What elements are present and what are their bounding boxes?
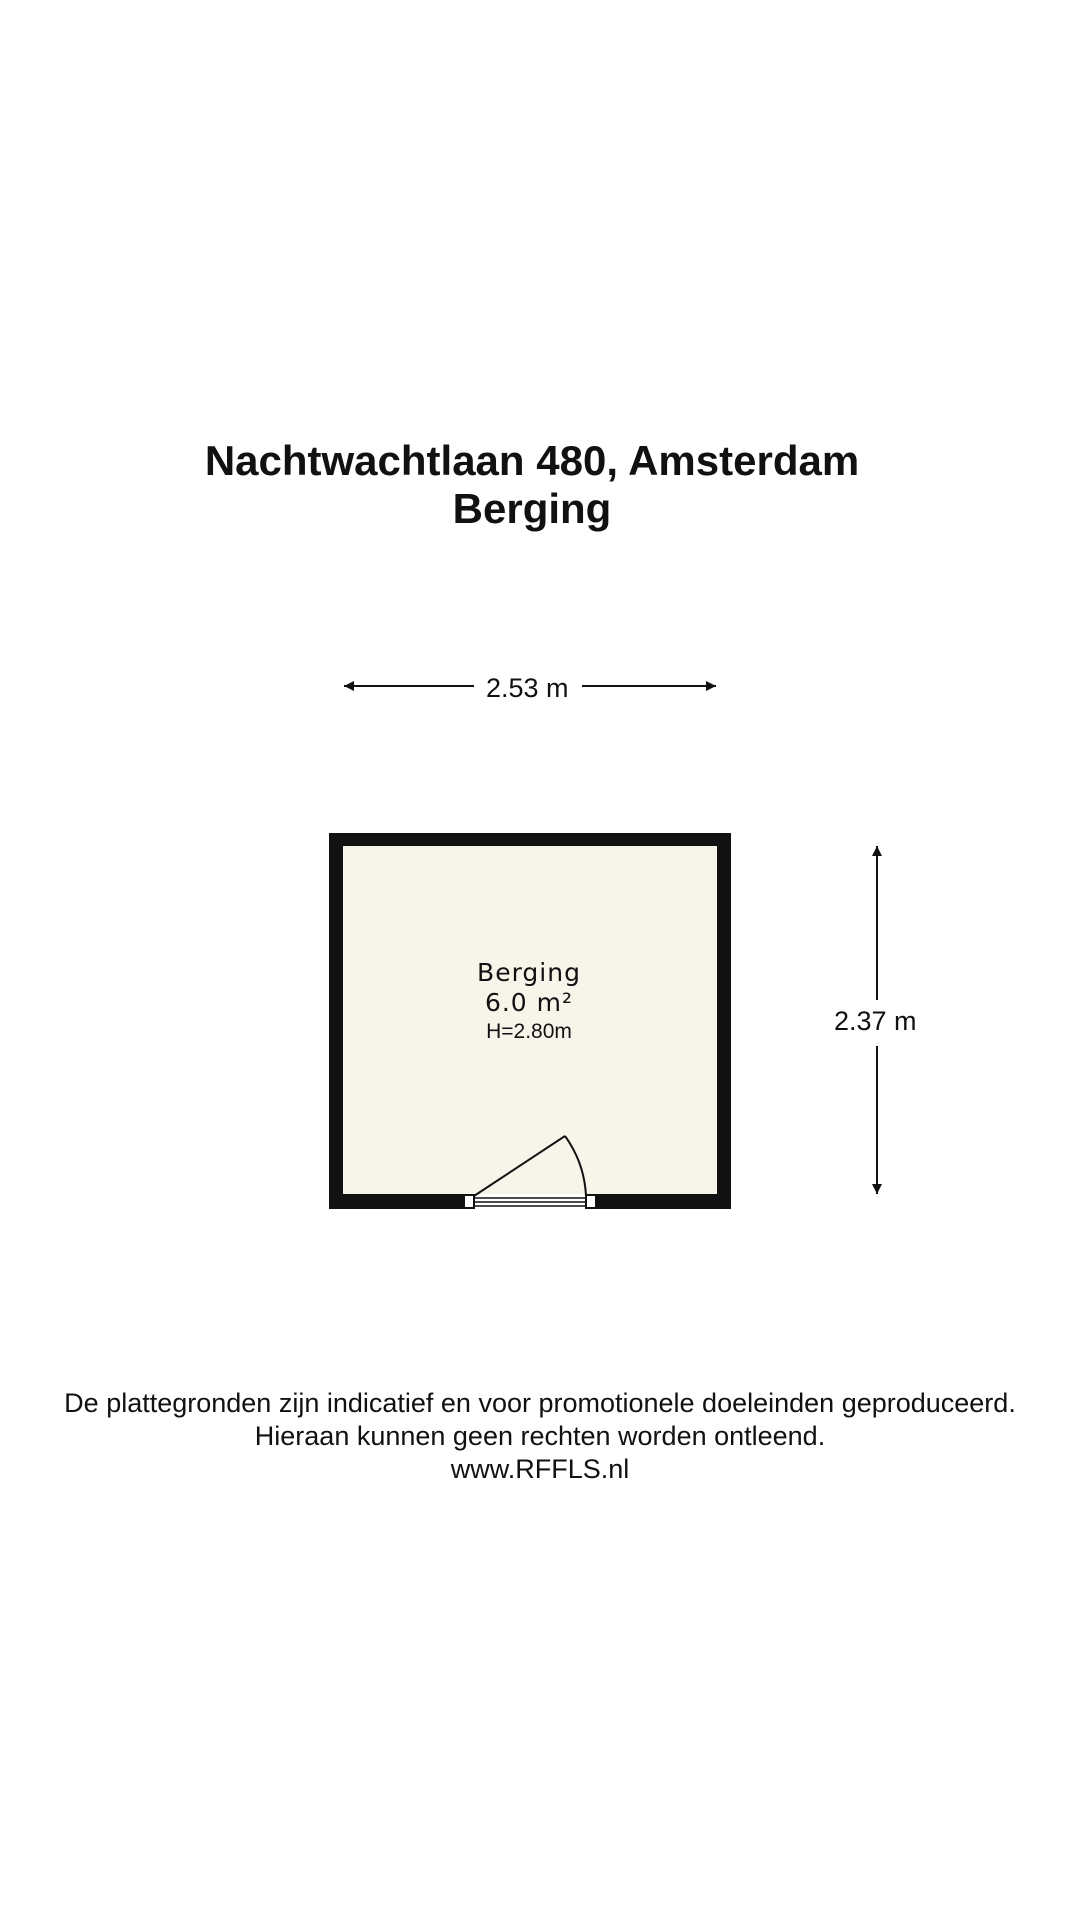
disclaimer-line-2: Hieraan kunnen geen rechten worden ontleend. (254, 1421, 826, 1451)
room-name-label: Berging (477, 958, 581, 987)
height-dimension-label: 2.37 m (834, 1006, 917, 1036)
room-area-label: 6.0 m² (484, 988, 574, 1017)
room-ceiling-height-label: H=2.80m (486, 1020, 572, 1043)
floorplan-floor-title: Berging (452, 485, 612, 532)
disclaimer-line-1: De plattegronden zijn indicatief en voor promotionele doeleinden geproduceerd. (64, 1388, 1016, 1418)
website-link[interactable]: www.RFFLS.nl (450, 1454, 630, 1484)
floorplan-address-title: Nachtwachtlaan 480, Amsterdam (204, 437, 860, 484)
width-dimension-label: 2.53 m (486, 673, 569, 703)
